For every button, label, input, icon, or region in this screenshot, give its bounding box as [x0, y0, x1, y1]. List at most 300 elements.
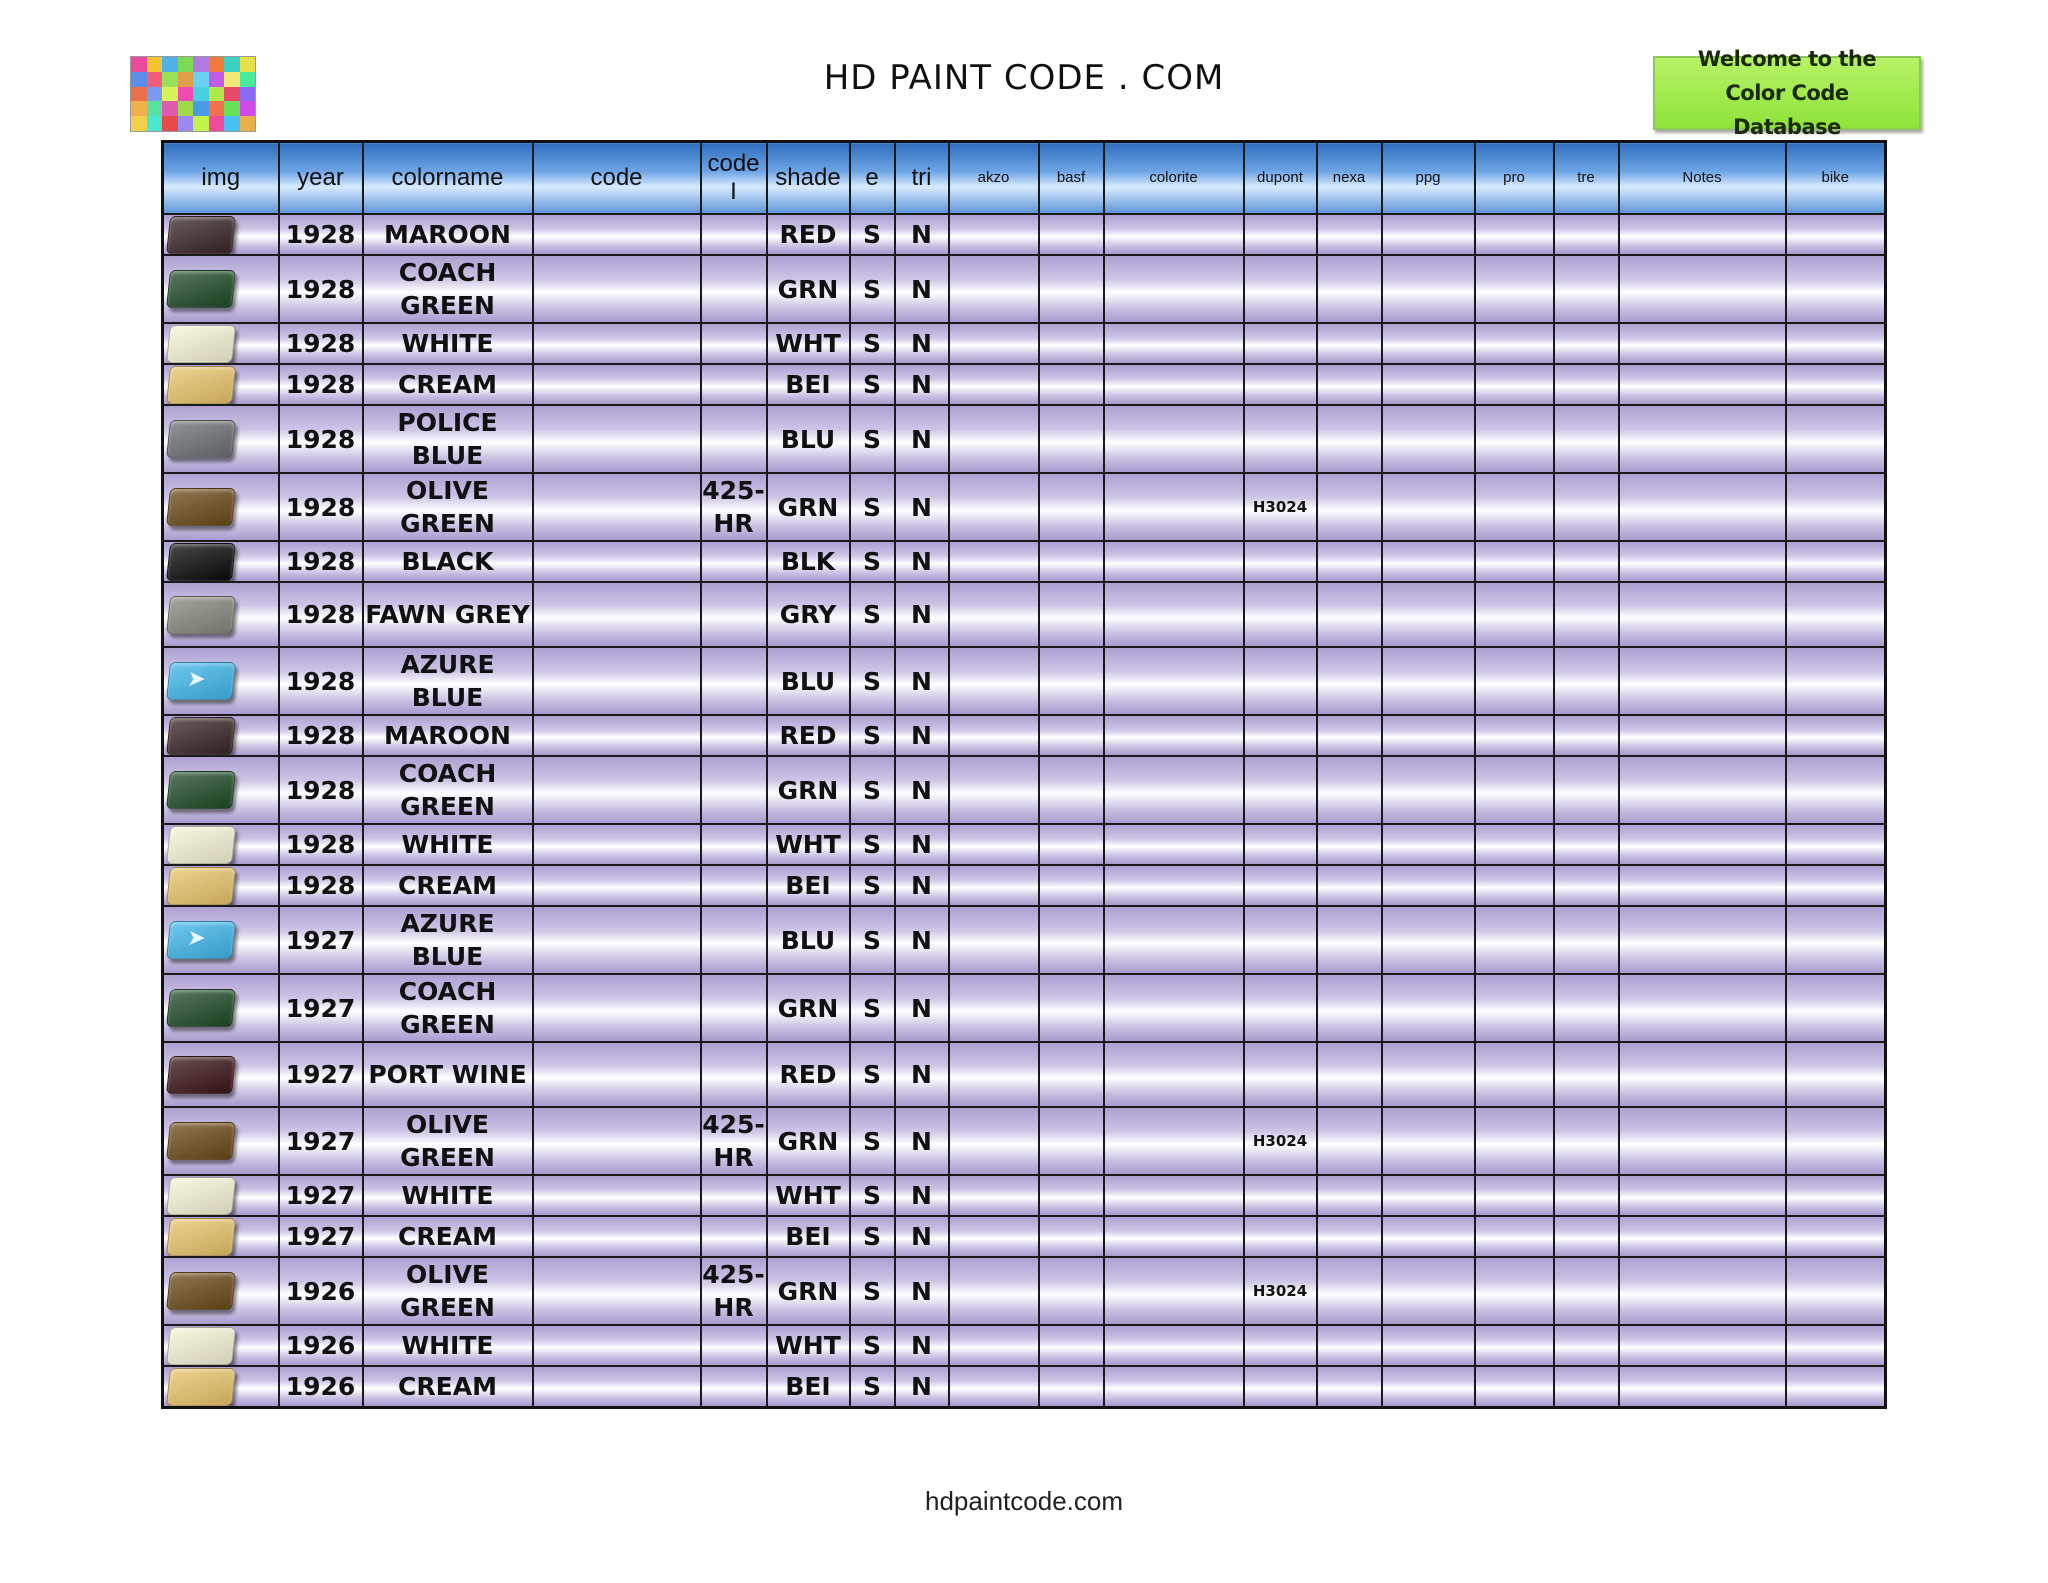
basf-cell: [1039, 1366, 1104, 1408]
swatch-cell[interactable]: [163, 906, 279, 974]
col-header-akzo[interactable]: akzo: [949, 142, 1039, 215]
akzo-cell: [949, 756, 1039, 824]
bike-cell: [1786, 865, 1886, 906]
notes-cell: [1619, 473, 1786, 541]
notes-cell: [1619, 647, 1786, 715]
colorite-cell: [1104, 582, 1244, 647]
notes-cell: [1619, 824, 1786, 865]
e-cell: S: [850, 1366, 895, 1408]
col-header-ppg[interactable]: ppg: [1382, 142, 1475, 215]
e-cell: S: [850, 364, 895, 405]
col-header-bike[interactable]: bike: [1786, 142, 1886, 215]
swatch-cell[interactable]: [163, 1257, 279, 1325]
color-swatch[interactable]: [166, 867, 236, 905]
nexa-cell: [1317, 541, 1382, 582]
colorname-cell: PORT WINE: [363, 1042, 533, 1107]
code-cell: [533, 541, 701, 582]
table-row[interactable]: [163, 1366, 1886, 1408]
color-swatch[interactable]: [166, 771, 236, 809]
nexa-cell: [1317, 865, 1382, 906]
tri-cell: N: [895, 364, 949, 405]
basf-cell: [1039, 824, 1104, 865]
col-header-img[interactable]: img: [163, 142, 279, 215]
year-cell: 1927: [279, 1175, 363, 1216]
color-swatch[interactable]: [166, 1327, 236, 1365]
bike-cell: [1786, 582, 1886, 647]
table-row[interactable]: [163, 323, 1886, 364]
table-row[interactable]: [163, 756, 1886, 824]
ppg-cell: [1382, 364, 1475, 405]
tre-cell: [1554, 541, 1619, 582]
notes-cell: [1619, 1175, 1786, 1216]
colorite-cell: [1104, 865, 1244, 906]
shade-cell: RED: [767, 214, 850, 255]
bike-cell: [1786, 541, 1886, 582]
notes-cell: [1619, 1042, 1786, 1107]
colorname-cell: COACH GREEN: [363, 756, 533, 824]
colorname-cell: AZURE BLUE: [363, 647, 533, 715]
akzo-cell: [949, 906, 1039, 974]
year-cell: 1927: [279, 1107, 363, 1175]
color-swatch[interactable]: [166, 1272, 236, 1310]
table-row[interactable]: [163, 1325, 1886, 1366]
page-title: HD PAINT CODE . COM: [823, 58, 1225, 98]
table-row[interactable]: [163, 1257, 1886, 1325]
pro-cell: [1475, 405, 1554, 473]
year-cell: 1928: [279, 473, 363, 541]
e-cell: S: [850, 1325, 895, 1366]
shade-cell: GRY: [767, 582, 850, 647]
akzo-cell: [949, 1175, 1039, 1216]
shade-cell: WHT: [767, 1325, 850, 1366]
akzo-cell: [949, 255, 1039, 323]
colorname-cell: BLACK: [363, 541, 533, 582]
swatch-cell[interactable]: [163, 1325, 279, 1366]
col-header-shade[interactable]: shade: [767, 142, 850, 215]
akzo-cell: [949, 405, 1039, 473]
color-swatch[interactable]: [166, 1177, 236, 1215]
code-cell: [533, 323, 701, 364]
col-header-nexa[interactable]: nexa: [1317, 142, 1382, 215]
basf-cell: [1039, 214, 1104, 255]
dupont-cell: [1244, 906, 1317, 974]
shade-cell: GRN: [767, 255, 850, 323]
code-i-cell: [701, 647, 767, 715]
nexa-cell: [1317, 214, 1382, 255]
akzo-cell: [949, 715, 1039, 756]
color-swatch[interactable]: [166, 662, 236, 700]
shade-cell: GRN: [767, 1107, 850, 1175]
color-swatch[interactable]: [166, 325, 236, 363]
code-i-cell: [701, 405, 767, 473]
ppg-cell: [1382, 582, 1475, 647]
tri-cell: N: [895, 1257, 949, 1325]
table-row[interactable]: [163, 974, 1886, 1042]
swatch-cell[interactable]: [163, 364, 279, 405]
notes-cell: [1619, 214, 1786, 255]
notes-cell: [1619, 715, 1786, 756]
tri-cell: N: [895, 1175, 949, 1216]
notes-cell: [1619, 974, 1786, 1042]
tri-cell: N: [895, 906, 949, 974]
shade-cell: GRN: [767, 756, 850, 824]
swatch-cell[interactable]: [163, 1366, 279, 1408]
pro-cell: [1475, 1042, 1554, 1107]
colorname-cell: AZURE BLUE: [363, 906, 533, 974]
pro-cell: [1475, 364, 1554, 405]
colorite-cell: [1104, 1325, 1244, 1366]
code-cell: [533, 1216, 701, 1257]
ppg-cell: [1382, 255, 1475, 323]
nexa-cell: [1317, 473, 1382, 541]
dupont-cell: [1244, 1325, 1317, 1366]
nexa-cell: [1317, 1257, 1382, 1325]
year-cell: 1928: [279, 255, 363, 323]
color-swatch[interactable]: [166, 488, 236, 526]
basf-cell: [1039, 323, 1104, 364]
colorname-cell: CREAM: [363, 1366, 533, 1408]
nexa-cell: [1317, 1325, 1382, 1366]
bike-cell: [1786, 405, 1886, 473]
code-i-cell: [701, 1042, 767, 1107]
shade-cell: GRN: [767, 473, 850, 541]
table-row[interactable]: [163, 647, 1886, 715]
colorite-cell: [1104, 715, 1244, 756]
code-i-cell: [701, 1216, 767, 1257]
colorite-cell: [1104, 364, 1244, 405]
tre-cell: [1554, 824, 1619, 865]
e-cell: S: [850, 715, 895, 756]
colorname-cell: OLIVE GREEN: [363, 473, 533, 541]
year-cell: 1928: [279, 865, 363, 906]
footer-site-link[interactable]: hdpaintcode.com: [924, 1486, 1124, 1516]
col-header-e[interactable]: e: [850, 142, 895, 215]
pro-cell: [1475, 647, 1554, 715]
tri-cell: N: [895, 865, 949, 906]
table-row[interactable]: [163, 541, 1886, 582]
pro-cell: [1475, 582, 1554, 647]
tri-cell: N: [895, 1042, 949, 1107]
colorite-cell: [1104, 1175, 1244, 1216]
swatch-cell[interactable]: [163, 323, 279, 364]
swatch-cell[interactable]: [163, 255, 279, 323]
shade-cell: WHT: [767, 1175, 850, 1216]
swatch-cell[interactable]: [163, 715, 279, 756]
notes-cell: [1619, 364, 1786, 405]
notes-cell: [1619, 582, 1786, 647]
akzo-cell: [949, 582, 1039, 647]
e-cell: S: [850, 824, 895, 865]
dupont-cell: [1244, 405, 1317, 473]
dupont-cell: [1244, 824, 1317, 865]
code-i-cell: [701, 865, 767, 906]
swatch-cell[interactable]: [163, 1175, 279, 1216]
tre-cell: [1554, 473, 1619, 541]
shade-cell: BLU: [767, 647, 850, 715]
basf-cell: [1039, 541, 1104, 582]
code-cell: [533, 405, 701, 473]
colorname-cell: COACH GREEN: [363, 974, 533, 1042]
tre-cell: [1554, 1175, 1619, 1216]
col-header-notes[interactable]: Notes: [1619, 142, 1786, 215]
code-i-cell: [701, 824, 767, 865]
col-header-tre[interactable]: tre: [1554, 142, 1619, 215]
ppg-cell: [1382, 473, 1475, 541]
colorite-cell: [1104, 1216, 1244, 1257]
basf-cell: [1039, 756, 1104, 824]
nexa-cell: [1317, 906, 1382, 974]
bike-cell: [1786, 647, 1886, 715]
arrow-icon: ➤: [185, 926, 207, 951]
color-swatch[interactable]: [166, 420, 236, 458]
bike-cell: [1786, 323, 1886, 364]
code-cell: [533, 756, 701, 824]
color-swatch[interactable]: [166, 366, 236, 404]
table-row[interactable]: [163, 255, 1886, 323]
swatch-cell[interactable]: [163, 974, 279, 1042]
col-header-code[interactable]: code: [533, 142, 701, 215]
e-cell: S: [850, 541, 895, 582]
swatch-cell[interactable]: [163, 865, 279, 906]
color-swatch[interactable]: [166, 717, 236, 755]
colorite-cell: [1104, 824, 1244, 865]
shade-cell: BLK: [767, 541, 850, 582]
swatch-cell[interactable]: [163, 1042, 279, 1107]
code-i-cell: [701, 1175, 767, 1216]
year-cell: 1928: [279, 756, 363, 824]
pro-cell: [1475, 1366, 1554, 1408]
year-cell: 1928: [279, 582, 363, 647]
e-cell: S: [850, 1216, 895, 1257]
table-row[interactable]: [163, 1175, 1886, 1216]
basf-cell: [1039, 715, 1104, 756]
arrow-icon: ➤: [185, 667, 207, 692]
color-swatch[interactable]: [166, 216, 236, 254]
colorname-cell: WHITE: [363, 824, 533, 865]
shade-cell: GRN: [767, 974, 850, 1042]
e-cell: S: [850, 405, 895, 473]
welcome-banner[interactable]: [1653, 47, 1921, 139]
tre-cell: [1554, 1216, 1619, 1257]
nexa-cell: [1317, 364, 1382, 405]
table-row[interactable]: [163, 364, 1886, 405]
table-row[interactable]: [163, 906, 1886, 974]
nexa-cell: [1317, 582, 1382, 647]
pro-cell: [1475, 323, 1554, 364]
pro-cell: [1475, 756, 1554, 824]
code-i-cell: 425-HR: [701, 1257, 767, 1325]
colorname-cell: CREAM: [363, 364, 533, 405]
shade-cell: WHT: [767, 824, 850, 865]
code-i-cell: 425-HR: [701, 473, 767, 541]
table-row[interactable]: [163, 865, 1886, 906]
table-row[interactable]: [163, 1042, 1886, 1107]
dupont-cell: [1244, 1042, 1317, 1107]
bike-cell: [1786, 1042, 1886, 1107]
swatch-cell[interactable]: [163, 473, 279, 541]
ppg-cell: [1382, 715, 1475, 756]
code-cell: [533, 214, 701, 255]
notes-cell: [1619, 1216, 1786, 1257]
swatch-cell[interactable]: [163, 647, 279, 715]
nexa-cell: [1317, 647, 1382, 715]
color-swatch[interactable]: [166, 596, 236, 634]
code-cell: [533, 1325, 701, 1366]
year-cell: 1927: [279, 1042, 363, 1107]
notes-cell: [1619, 1107, 1786, 1175]
shade-cell: BLU: [767, 405, 850, 473]
tre-cell: [1554, 364, 1619, 405]
dupont-cell: [1244, 1175, 1317, 1216]
year-cell: 1927: [279, 1216, 363, 1257]
swatch-cell[interactable]: [163, 824, 279, 865]
bike-cell: [1786, 824, 1886, 865]
akzo-cell: [949, 1257, 1039, 1325]
code-cell: [533, 824, 701, 865]
table-row[interactable]: [163, 824, 1886, 865]
nexa-cell: [1317, 756, 1382, 824]
table-row[interactable]: [163, 405, 1886, 473]
swatch-cell[interactable]: [163, 405, 279, 473]
bike-cell: [1786, 1325, 1886, 1366]
col-header-colorname[interactable]: colorname: [363, 142, 533, 215]
colorname-cell: POLICE BLUE: [363, 405, 533, 473]
table-row[interactable]: [163, 582, 1886, 647]
shade-cell: GRN: [767, 1257, 850, 1325]
year-cell: 1928: [279, 647, 363, 715]
table-row[interactable]: [163, 473, 1886, 541]
shade-cell: BLU: [767, 906, 850, 974]
dupont-cell: [1244, 582, 1317, 647]
ppg-cell: [1382, 647, 1475, 715]
swatch-cell[interactable]: [163, 214, 279, 255]
bike-cell: [1786, 715, 1886, 756]
akzo-cell: [949, 647, 1039, 715]
dupont-cell: [1244, 323, 1317, 364]
e-cell: S: [850, 1042, 895, 1107]
swatch-cell[interactable]: [163, 541, 279, 582]
col-header-colorite[interactable]: colorite: [1104, 142, 1244, 215]
notes-cell: [1619, 1325, 1786, 1366]
tri-cell: N: [895, 756, 949, 824]
colorname-cell: MAROON: [363, 715, 533, 756]
tri-cell: N: [895, 255, 949, 323]
swatch-cell[interactable]: [163, 582, 279, 647]
tre-cell: [1554, 1042, 1619, 1107]
ppg-cell: [1382, 323, 1475, 364]
table-row[interactable]: [163, 214, 1886, 255]
e-cell: S: [850, 255, 895, 323]
dupont-cell: [1244, 1366, 1317, 1408]
pro-cell: [1475, 1107, 1554, 1175]
e-cell: S: [850, 974, 895, 1042]
notes-cell: [1619, 541, 1786, 582]
e-cell: S: [850, 473, 895, 541]
notes-cell: [1619, 1366, 1786, 1408]
colorname-cell: WHITE: [363, 1325, 533, 1366]
basf-cell: [1039, 906, 1104, 974]
color-swatch[interactable]: [166, 543, 236, 581]
akzo-cell: [949, 1216, 1039, 1257]
color-swatch[interactable]: [166, 1122, 236, 1160]
dupont-cell: H3024: [1244, 1257, 1317, 1325]
basf-cell: [1039, 1175, 1104, 1216]
col-header-tri[interactable]: tri: [895, 142, 949, 215]
dupont-cell: [1244, 255, 1317, 323]
col-header-basf[interactable]: basf: [1039, 142, 1104, 215]
ppg-cell: [1382, 541, 1475, 582]
table-row[interactable]: [163, 715, 1886, 756]
shade-cell: BEI: [767, 865, 850, 906]
colorite-cell: [1104, 647, 1244, 715]
color-swatch[interactable]: [166, 989, 236, 1027]
colorite-cell: [1104, 1257, 1244, 1325]
pro-cell: [1475, 974, 1554, 1042]
color-swatch[interactable]: [166, 1368, 236, 1406]
pro-cell: [1475, 214, 1554, 255]
swatch-cell[interactable]: [163, 1216, 279, 1257]
year-cell: 1928: [279, 715, 363, 756]
colorname-cell: COACH GREEN: [363, 255, 533, 323]
basf-cell: [1039, 1107, 1104, 1175]
e-cell: S: [850, 647, 895, 715]
code-cell: [533, 1175, 701, 1216]
colorname-cell: OLIVE GREEN: [363, 1257, 533, 1325]
basf-cell: [1039, 473, 1104, 541]
color-swatch[interactable]: [166, 270, 236, 308]
year-cell: 1928: [279, 824, 363, 865]
nexa-cell: [1317, 1107, 1382, 1175]
col-header-year[interactable]: year: [279, 142, 363, 215]
e-cell: S: [850, 1175, 895, 1216]
year-cell: 1927: [279, 906, 363, 974]
tre-cell: [1554, 715, 1619, 756]
swatch-cell[interactable]: [163, 756, 279, 824]
table-row[interactable]: [163, 1107, 1886, 1175]
swatch-cell[interactable]: [163, 1107, 279, 1175]
notes-cell: [1619, 255, 1786, 323]
basf-cell: [1039, 1257, 1104, 1325]
ppg-cell: [1382, 824, 1475, 865]
tre-cell: [1554, 214, 1619, 255]
pro-cell: [1475, 1325, 1554, 1366]
colorname-cell: CREAM: [363, 1216, 533, 1257]
pro-cell: [1475, 1216, 1554, 1257]
year-cell: 1928: [279, 405, 363, 473]
color-swatch[interactable]: [166, 826, 236, 864]
year-cell: 1928: [279, 214, 363, 255]
dupont-cell: [1244, 1216, 1317, 1257]
e-cell: S: [850, 756, 895, 824]
color-swatch[interactable]: [166, 921, 236, 959]
color-swatch[interactable]: [166, 1056, 236, 1094]
basf-cell: [1039, 582, 1104, 647]
col-header-code-i[interactable]: code I: [701, 142, 767, 215]
col-header-dupont[interactable]: dupont: [1244, 142, 1317, 215]
nexa-cell: [1317, 405, 1382, 473]
code-cell: [533, 906, 701, 974]
code-i-cell: 425-HR: [701, 1107, 767, 1175]
year-cell: 1926: [279, 1366, 363, 1408]
code-i-cell: [701, 756, 767, 824]
akzo-cell: [949, 1366, 1039, 1408]
col-header-pro[interactable]: pro: [1475, 142, 1554, 215]
pro-cell: [1475, 1175, 1554, 1216]
color-swatch[interactable]: [166, 1218, 236, 1256]
dupont-cell: H3024: [1244, 1107, 1317, 1175]
basf-cell: [1039, 364, 1104, 405]
table-row[interactable]: [163, 1216, 1886, 1257]
